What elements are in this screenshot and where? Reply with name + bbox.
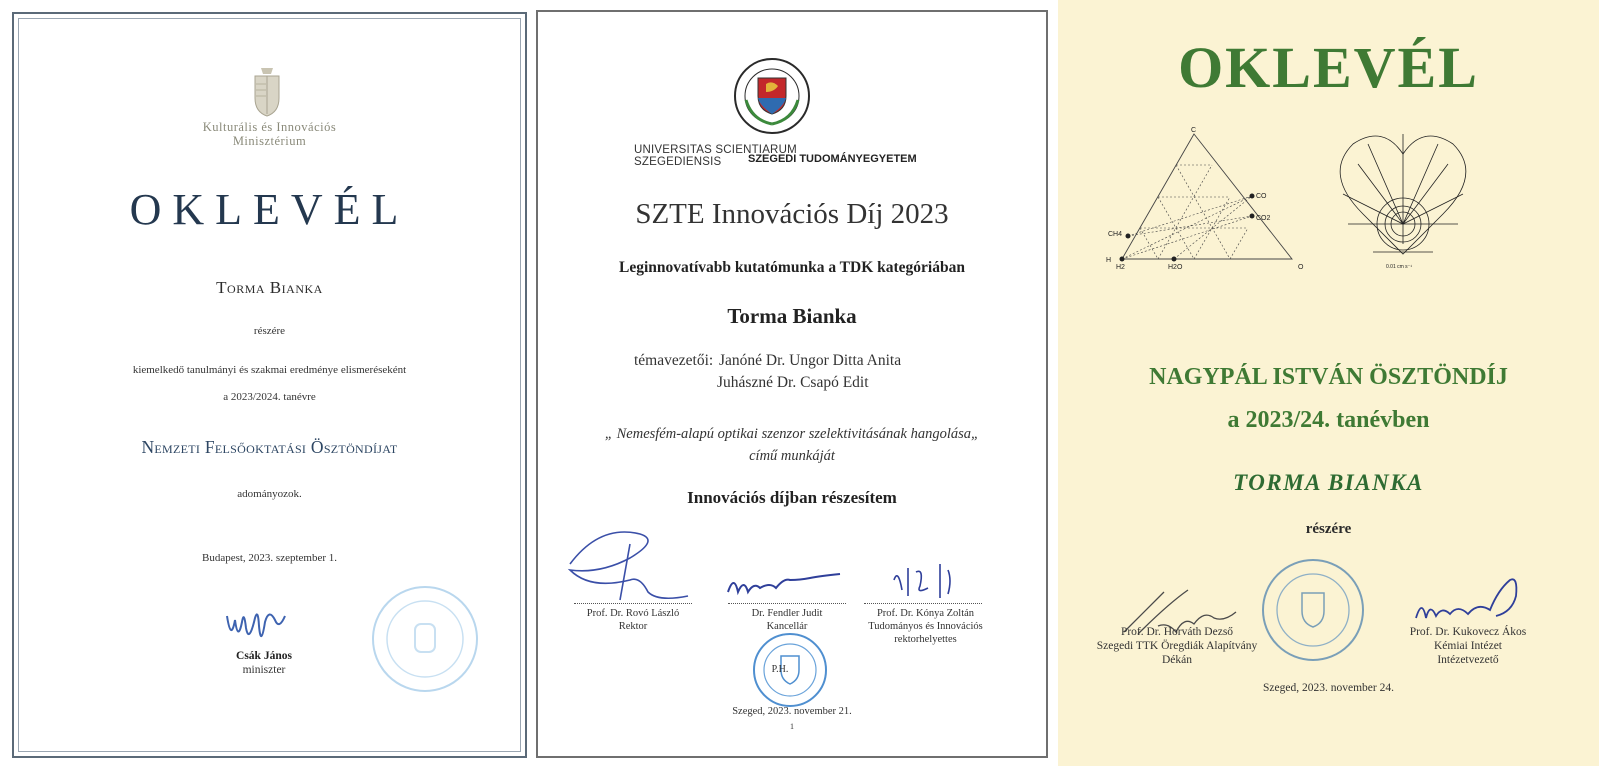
signer-1-org: Szegedi TTK Öregdiák Alapítvány	[1096, 640, 1258, 652]
diploma-title: OKLEVÉL	[129, 185, 410, 234]
award-title: SZTE Innovációs Díj 2023	[635, 198, 949, 230]
signer-1-name: Prof. Dr. Horváth Dezső	[1120, 626, 1234, 638]
place-date: Budapest, 2023. szeptember 1.	[201, 552, 338, 564]
rector-signature	[560, 524, 710, 604]
signer-3-role: Tudományos és Innovációs	[868, 621, 983, 632]
recipient-name: Torma Bianka	[216, 278, 323, 297]
supervisor-1: Janóné Dr. Ungor Ditta Anita	[719, 352, 902, 369]
year-text: a 2023/2024. tanévre	[223, 391, 316, 403]
szte-innovation-award	[536, 10, 1048, 758]
nagypal-scholarship-diploma	[1058, 0, 1599, 766]
recipient-name: Torma Bianka	[727, 304, 857, 328]
coat-of-arms-icon	[252, 62, 282, 120]
ministry-name-line1: Kulturális és Innovációs	[202, 120, 337, 134]
signer-1-name: Prof. Dr. Rovó László	[586, 608, 680, 619]
diploma-title: OKLEVÉL	[1178, 35, 1479, 100]
place-date: Szeged, 2023. november 24.	[1263, 682, 1394, 694]
grant-text: adományozok.	[237, 488, 302, 500]
work-suffix: című munkáját	[749, 448, 835, 464]
signer-2-name: Prof. Dr. Kukovecz Ákos	[1409, 626, 1527, 638]
award-name: Nemzeti Felsőoktatási Ösztöndíjat	[141, 437, 398, 457]
label-h2: H2	[1116, 264, 1125, 271]
signer-1-role: Dékán	[1161, 654, 1192, 666]
signer-role: miniszter	[242, 664, 286, 676]
polar-diagram	[1328, 124, 1478, 274]
signer-3-role2: rektorhelyettes	[894, 634, 957, 645]
recipient-name: TORMA BIANKA	[1233, 470, 1424, 495]
signer-2-role: Intézetvezető	[1437, 654, 1499, 666]
signer-2-name: Dr. Fendler Judit	[751, 608, 823, 619]
label-c: C	[1191, 127, 1197, 134]
place-date: Szeged, 2023. november 21.	[732, 706, 852, 717]
label-co2: CO2	[1256, 215, 1271, 222]
scholarship-name: NAGYPÁL ISTVÁN ÖSZTÖNDÍJ	[1149, 364, 1508, 390]
label-o: O	[1298, 264, 1304, 271]
ministry-name-line2: Minisztérium	[232, 134, 307, 148]
university-name: SZEGEDI TUDOMÁNYEGYETEM	[748, 153, 917, 165]
signer-1-role: Rektor	[618, 621, 648, 632]
university-seal	[732, 56, 812, 136]
signer-2-role: Kancellár	[766, 621, 808, 632]
chancellor-signature	[724, 568, 844, 600]
label-h: H	[1106, 257, 1112, 264]
ternary-diagram	[1102, 124, 1312, 274]
grant-text: Innovációs díjban részesítem	[687, 488, 897, 507]
reason-text: kiemelkedő tanulmányi és szakmai eredménye elismeréseként	[132, 364, 407, 376]
minister-signature	[222, 598, 302, 648]
label-ch4: CH4	[1108, 231, 1123, 238]
supervisor-2: Juhászné Dr. Csapó Edit	[717, 374, 869, 391]
for-text: részére	[253, 325, 286, 337]
university-latin-name: UNIVERSITAS SCIENTIARUM SZEGEDIENSIS	[634, 144, 797, 168]
ministry-diploma	[12, 12, 527, 758]
signer-3-name: Prof. Dr. Kónya Zoltán	[876, 608, 975, 619]
signer-name: Csák János	[236, 650, 292, 662]
vice-rector-signature	[886, 560, 966, 604]
academic-year: a 2023/24. tanévben	[1227, 407, 1430, 433]
label-h2o: H2O	[1168, 264, 1183, 271]
work-title: „ Nemesfém-alapú optikai szenzor szelektivitásának hangolása„	[604, 426, 980, 442]
label-co: CO	[1256, 193, 1267, 200]
signer-2-org: Kémiai Intézet	[1433, 640, 1502, 652]
supervisors-label: témavezetői:	[634, 352, 714, 369]
for-text: részére	[1305, 521, 1352, 537]
svg-text:0.01 cm s⁻¹: 0.01 cm s⁻¹	[1386, 264, 1412, 270]
stamp-label: P.H.	[771, 664, 789, 675]
faded-stamp	[370, 584, 480, 694]
page-mark: 1	[790, 722, 794, 731]
award-category: Leginnovatívabb kutatómunka a TDK kategóriában	[619, 259, 965, 276]
